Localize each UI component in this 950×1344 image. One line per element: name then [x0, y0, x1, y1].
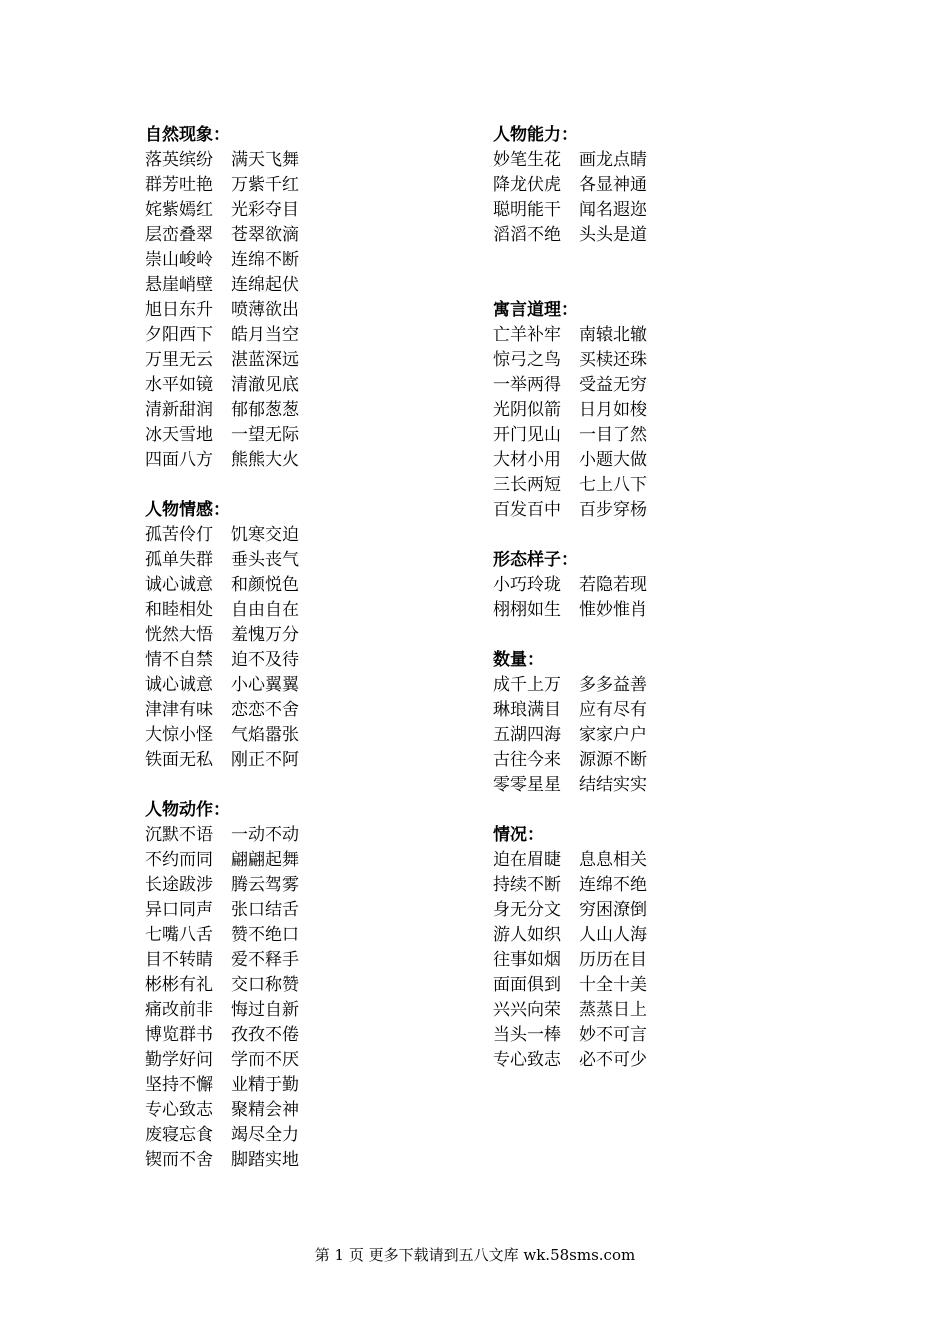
idiom-row: [493, 448, 823, 473]
idiom-left: 亡羊补牢: [493, 325, 561, 345]
idiom-right: 小题大做: [579, 450, 647, 470]
idiom-left: 一举两得: [493, 375, 561, 395]
idiom-left: 群芳吐艳: [145, 175, 213, 195]
idiom-row: [493, 1023, 823, 1048]
idiom-row: [145, 673, 475, 698]
idiom-right: 闻名遐迩: [579, 200, 647, 220]
idiom-row: [145, 973, 475, 998]
idiom-left: 层峦叠翠: [145, 225, 213, 245]
idiom-left: 游人如织: [493, 925, 561, 945]
idiom-row: [145, 523, 475, 548]
idiom-left: 成千上万: [493, 675, 561, 695]
idiom-right: 息息相关: [579, 850, 647, 870]
idiom-left: 当头一棒: [493, 1025, 561, 1045]
idiom-left: 冰天雪地: [145, 425, 213, 445]
idiom-section: [145, 798, 475, 1173]
idiom-row: [145, 1098, 475, 1123]
idiom-left: 水平如镜: [145, 375, 213, 395]
idiom-left: 大材小用: [493, 450, 561, 470]
idiom-row: [145, 223, 475, 248]
idiom-left: 废寝忘食: [145, 1125, 213, 1145]
idiom-left: 聪明能干: [493, 200, 561, 220]
idiom-left: 恍然大悟: [145, 625, 213, 645]
idiom-row: [493, 323, 823, 348]
idiom-row: [493, 173, 823, 198]
idiom-row: [493, 498, 823, 523]
idiom-right: 清澈见底: [231, 375, 299, 395]
idiom-left: 琳琅满目: [493, 700, 561, 720]
idiom-right: 头头是道: [579, 225, 647, 245]
idiom-row: [145, 423, 475, 448]
idiom-left: 光阴似箭: [493, 400, 561, 420]
idiom-left: 万里无云: [145, 350, 213, 370]
idiom-row: [145, 373, 475, 398]
idiom-right: 脚踏实地: [231, 1150, 299, 1170]
idiom-right: 张口结舌: [231, 900, 299, 920]
idiom-left: 长途跋涉: [145, 875, 213, 895]
idiom-right: 孜孜不倦: [231, 1025, 299, 1045]
idiom-row: [145, 198, 475, 223]
idiom-row: [493, 148, 823, 173]
idiom-left: 栩栩如生: [493, 600, 561, 620]
page-footer: 第 1 页 更多下载请到五八文库 wk.58sms.com: [314, 1246, 636, 1264]
idiom-left: 痛改前非: [145, 1000, 213, 1020]
idiom-left: 三长两短: [493, 475, 561, 495]
idiom-left: 铁面无私: [145, 750, 213, 770]
idiom-left: 落英缤纷: [145, 150, 213, 170]
idiom-right: 画龙点睛: [579, 150, 647, 170]
idiom-right: 喷薄欲出: [231, 300, 299, 320]
idiom-row: [493, 873, 823, 898]
idiom-right: 自由自在: [231, 600, 299, 620]
idiom-left: 兴兴向荣: [493, 1000, 561, 1020]
idiom-right: 小心翼翼: [231, 675, 299, 695]
idiom-right: 日月如梭: [579, 400, 647, 420]
idiom-right: 业精于勤: [231, 1075, 299, 1095]
idiom-left: 夕阳西下: [145, 325, 213, 345]
idiom-right: 百步穿杨: [579, 500, 647, 520]
idiom-right: 皓月当空: [231, 325, 299, 345]
idiom-right: 蒸蒸日上: [579, 1000, 647, 1020]
idiom-left: 情不自禁: [145, 650, 213, 670]
idiom-left: 专心致志: [145, 1100, 213, 1120]
idiom-row: [145, 348, 475, 373]
idiom-row: [145, 598, 475, 623]
idiom-left: 小巧玲珑: [493, 575, 561, 595]
idiom-row: [493, 348, 823, 373]
idiom-right: 苍翠欲滴: [231, 225, 299, 245]
idiom-right: 结结实实: [579, 775, 647, 795]
idiom-left: 降龙伏虎: [493, 175, 561, 195]
idiom-row: [145, 548, 475, 573]
idiom-left: 孤单失群: [145, 550, 213, 570]
idiom-left: 孤苦伶仃: [145, 525, 213, 545]
idiom-left: 坚持不懈: [145, 1075, 213, 1095]
idiom-row: [145, 823, 475, 848]
idiom-row: [145, 298, 475, 323]
idiom-row: [145, 848, 475, 873]
idiom-row: [145, 398, 475, 423]
idiom-left: 诚心诚意: [145, 575, 213, 595]
idiom-left: 博览群书: [145, 1025, 213, 1045]
idiom-row: [493, 948, 823, 973]
section-heading: 形态样子：: [493, 550, 578, 570]
idiom-right: 多多益善: [579, 675, 647, 695]
right-column: [493, 123, 823, 1098]
idiom-left: 滔滔不绝: [493, 225, 561, 245]
section-heading: 寓言道理：: [493, 300, 578, 320]
idiom-right: 七上八下: [579, 475, 647, 495]
idiom-left: 旭日东升: [145, 300, 213, 320]
idiom-left: 清新甜润: [145, 400, 213, 420]
idiom-row: [145, 998, 475, 1023]
idiom-left: 四面八方: [145, 450, 213, 470]
section-heading: 人物动作：: [145, 800, 230, 820]
idiom-left: 百发百中: [493, 500, 561, 520]
idiom-row: [493, 773, 823, 798]
idiom-row: [145, 873, 475, 898]
idiom-left: 异口同声: [145, 900, 213, 920]
idiom-section: [493, 548, 823, 623]
idiom-right: 受益无穷: [579, 375, 647, 395]
section-heading: 自然现象：: [145, 125, 230, 145]
idiom-row: [493, 673, 823, 698]
idiom-right: 羞愧万分: [231, 625, 299, 645]
idiom-right: 买椟还珠: [579, 350, 647, 370]
idiom-right: 应有尽有: [579, 700, 647, 720]
idiom-right: 光彩夺目: [231, 200, 299, 220]
idiom-right: 赞不绝口: [231, 925, 299, 945]
idiom-row: [493, 748, 823, 773]
idiom-right: 和颜悦色: [231, 575, 299, 595]
idiom-right: 爱不释手: [231, 950, 299, 970]
idiom-right: 一动不动: [231, 825, 299, 845]
idiom-left: 姹紫嫣红: [145, 200, 213, 220]
idiom-row: [145, 698, 475, 723]
idiom-right: 饥寒交迫: [231, 525, 299, 545]
idiom-left: 崇山峻岭: [145, 250, 213, 270]
idiom-row: [493, 423, 823, 448]
idiom-right: 万紫千红: [231, 175, 299, 195]
idiom-row: [493, 923, 823, 948]
idiom-left: 沉默不语: [145, 825, 213, 845]
section-heading: 人物情感：: [145, 500, 230, 520]
idiom-right: 惟妙惟肖: [579, 600, 647, 620]
idiom-row: [493, 698, 823, 723]
idiom-left: 彬彬有礼: [145, 975, 213, 995]
idiom-row: [493, 198, 823, 223]
idiom-left: 惊弓之鸟: [493, 350, 561, 370]
idiom-right: 垂头丧气: [231, 550, 299, 570]
idiom-row: [493, 1048, 823, 1073]
idiom-row: [145, 1048, 475, 1073]
idiom-row: [493, 398, 823, 423]
idiom-left: 往事如烟: [493, 950, 561, 970]
idiom-row: [145, 323, 475, 348]
idiom-row: [145, 948, 475, 973]
idiom-left: 大惊小怪: [145, 725, 213, 745]
idiom-row: [145, 723, 475, 748]
idiom-section: [493, 823, 823, 1073]
idiom-row: [145, 648, 475, 673]
idiom-row: [145, 1073, 475, 1098]
idiom-row: [493, 598, 823, 623]
idiom-left: 目不转睛: [145, 950, 213, 970]
idiom-right: 连绵不绝: [579, 875, 647, 895]
idiom-section: [493, 298, 823, 523]
idiom-left: 身无分文: [493, 900, 561, 920]
idiom-right: 人山人海: [579, 925, 647, 945]
idiom-right: 迫不及待: [231, 650, 299, 670]
idiom-row: [493, 898, 823, 923]
idiom-right: 连绵不断: [231, 250, 299, 270]
idiom-left: 悬崖峭壁: [145, 275, 213, 295]
idiom-left: 诚心诚意: [145, 675, 213, 695]
idiom-left: 五湖四海: [493, 725, 561, 745]
idiom-row: [145, 1123, 475, 1148]
idiom-row: [145, 748, 475, 773]
idiom-right: 腾云驾雾: [231, 875, 299, 895]
idiom-row: [493, 848, 823, 873]
idiom-right: 悔过自新: [231, 1000, 299, 1020]
idiom-right: 满天飞舞: [231, 150, 299, 170]
idiom-left: 锲而不舍: [145, 1150, 213, 1170]
idiom-left: 专心致志: [493, 1050, 561, 1070]
idiom-row: [145, 623, 475, 648]
idiom-row: [493, 723, 823, 748]
idiom-right: 郁郁葱葱: [231, 400, 299, 420]
left-column: [145, 123, 475, 1198]
idiom-row: [145, 148, 475, 173]
idiom-row: [493, 573, 823, 598]
idiom-row: [145, 273, 475, 298]
idiom-right: 竭尽全力: [231, 1125, 299, 1145]
idiom-row: [145, 1148, 475, 1173]
idiom-right: 若隐若现: [579, 575, 647, 595]
idiom-row: [145, 248, 475, 273]
idiom-section: [145, 498, 475, 773]
idiom-right: 妙不可言: [579, 1025, 647, 1045]
idiom-right: 家家户户: [579, 725, 647, 745]
idiom-left: 零零星星: [493, 775, 561, 795]
idiom-right: 聚精会神: [231, 1100, 299, 1120]
idiom-row: [145, 573, 475, 598]
idiom-right: 必不可少: [579, 1050, 647, 1070]
idiom-left: 和睦相处: [145, 600, 213, 620]
idiom-left: 面面俱到: [493, 975, 561, 995]
idiom-right: 气焰嚣张: [231, 725, 299, 745]
idiom-right: 湛蓝深远: [231, 350, 299, 370]
idiom-row: [493, 473, 823, 498]
idiom-row: [493, 373, 823, 398]
idiom-section: [493, 648, 823, 798]
idiom-left: 迫在眉睫: [493, 850, 561, 870]
idiom-row: [145, 448, 475, 473]
idiom-section: [493, 123, 823, 248]
idiom-right: 历历在目: [579, 950, 647, 970]
idiom-section: [145, 123, 475, 473]
idiom-right: 一目了然: [579, 425, 647, 445]
section-heading: 数量：: [493, 650, 544, 670]
idiom-right: 穷困潦倒: [579, 900, 647, 920]
section-heading: 情况：: [493, 825, 544, 845]
idiom-row: [145, 923, 475, 948]
idiom-right: 十全十美: [579, 975, 647, 995]
idiom-right: 南辕北辙: [579, 325, 647, 345]
idiom-right: 各显神通: [579, 175, 647, 195]
idiom-row: [493, 998, 823, 1023]
idiom-row: [145, 1023, 475, 1048]
idiom-left: 七嘴八舌: [145, 925, 213, 945]
idiom-row: [145, 898, 475, 923]
idiom-right: 熊熊大火: [231, 450, 299, 470]
idiom-row: [493, 973, 823, 998]
idiom-row: [145, 173, 475, 198]
idiom-left: 津津有味: [145, 700, 213, 720]
idiom-left: 持续不断: [493, 875, 561, 895]
idiom-right: 交口称赞: [231, 975, 299, 995]
idiom-right: 恋恋不舍: [231, 700, 299, 720]
idiom-right: 连绵起伏: [231, 275, 299, 295]
idiom-left: 古往今来: [493, 750, 561, 770]
idiom-right: 源源不断: [579, 750, 647, 770]
idiom-right: 翩翩起舞: [231, 850, 299, 870]
idiom-left: 不约而同: [145, 850, 213, 870]
idiom-right: 刚正不阿: [231, 750, 299, 770]
section-heading: 人物能力：: [493, 125, 578, 145]
idiom-left: 勤学好问: [145, 1050, 213, 1070]
idiom-right: 一望无际: [231, 425, 299, 445]
idiom-right: 学而不厌: [231, 1050, 299, 1070]
idiom-row: [493, 223, 823, 248]
idiom-left: 开门见山: [493, 425, 561, 445]
idiom-left: 妙笔生花: [493, 150, 561, 170]
